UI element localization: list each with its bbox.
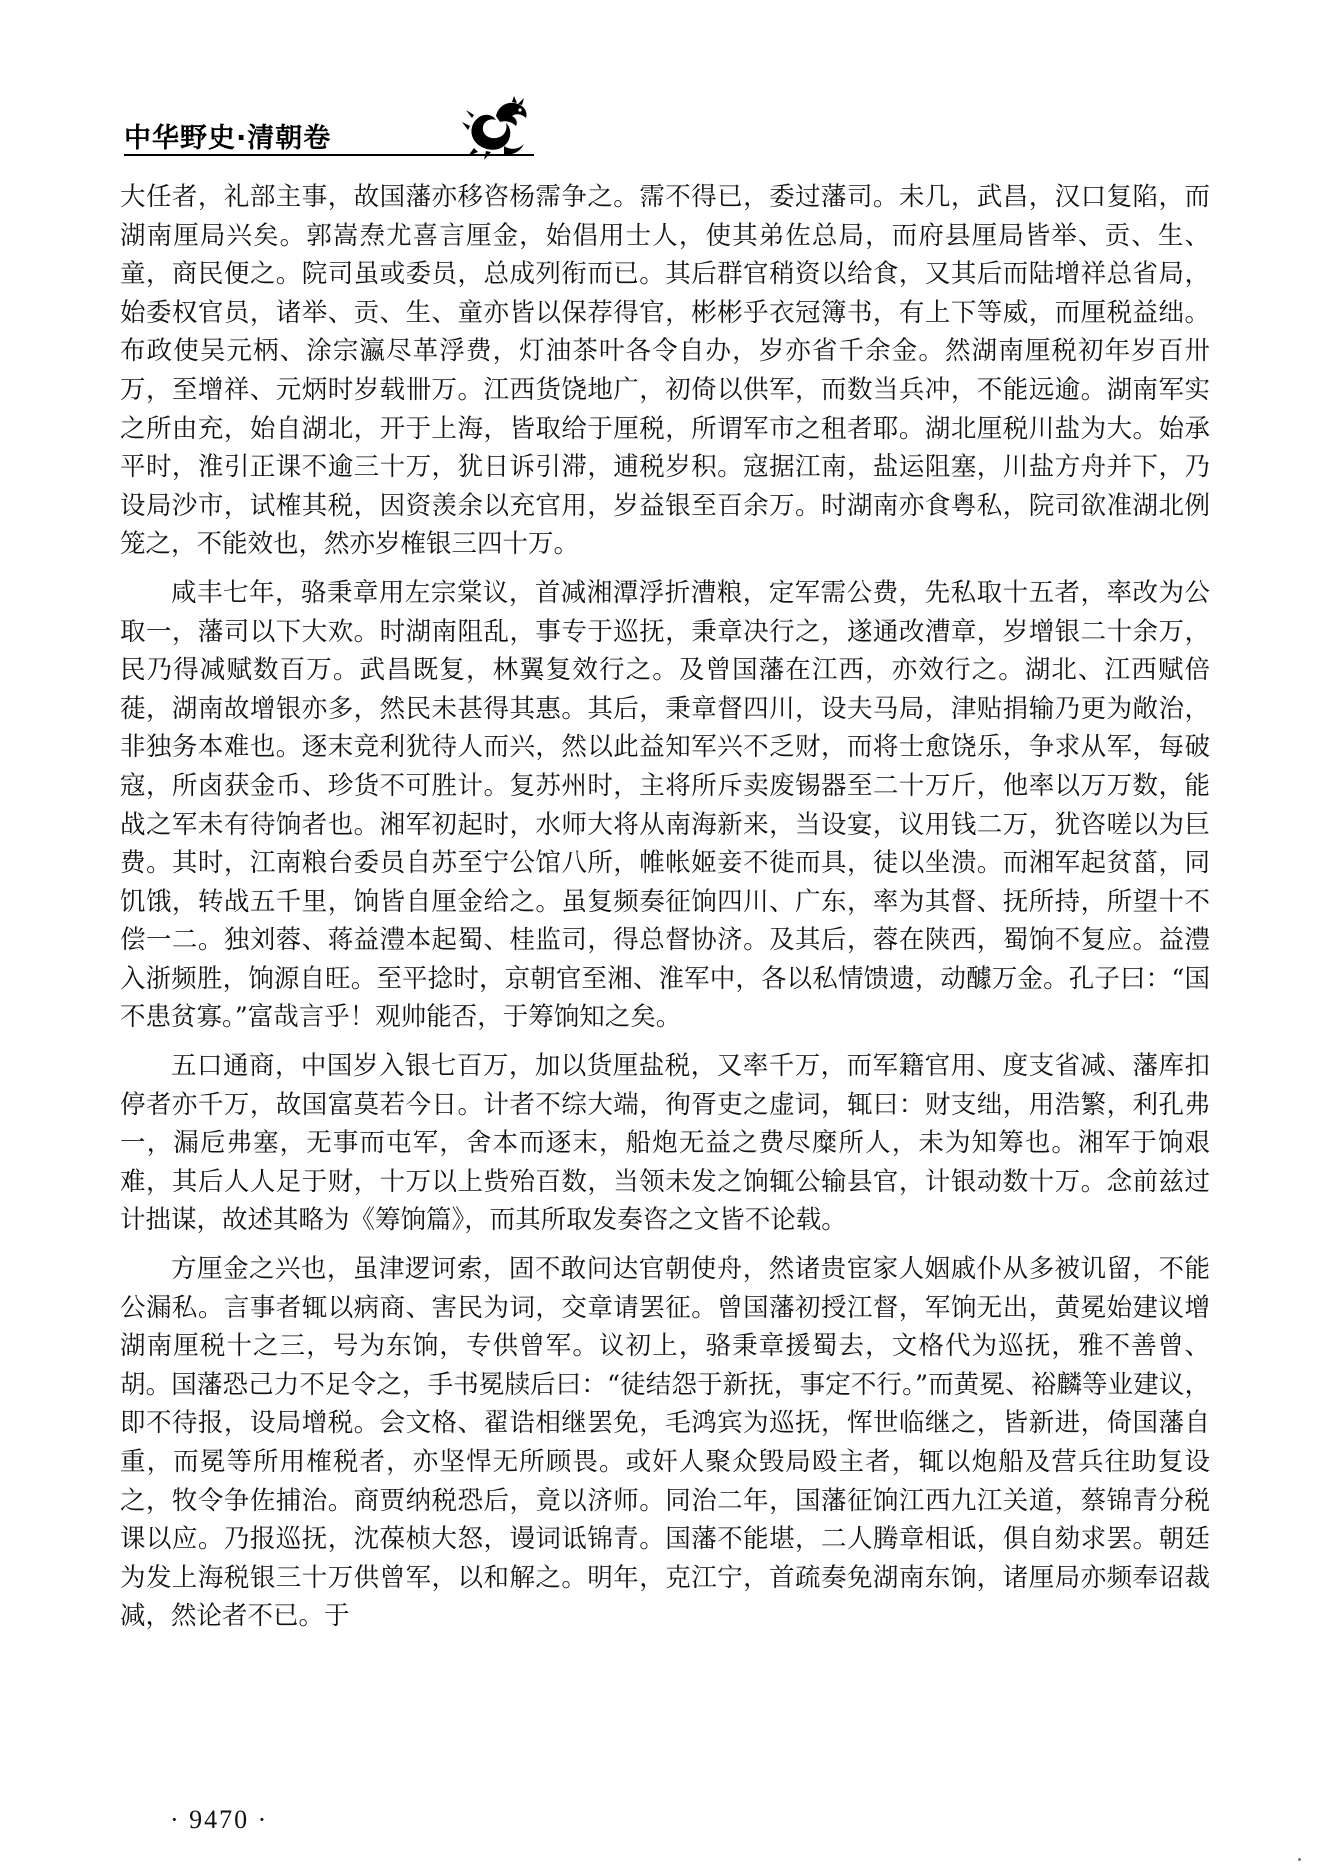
scan-speck [1298, 1858, 1301, 1861]
paragraph: 方厘金之兴也，虽津逻诃索，固不敢问达官朝使舟，然诸贵宦家人姻戚仆从多被讥留，不能公漏私。言事者辄以病商、害民为词，交章请罢征。曾国藩初授江督，军饷无出，黄冕始建议增湖南厘税十之三，号为东饷，专供曾军。议初上，骆秉章援蜀去，文格代为巡抚，雅不善曾、胡。国藩恐己力不足令之，手书冕牍后曰：“徒结怨于新抚，事定不行。”而黄冕、裕麟等业建议，即不待报，设局增税。会文格、翟诰相继罢免，毛鸿宾为巡抚，恽世临继之，皆新进，倚国藩自重，而冕等所用榷税者，亦坚悍无所顾畏。或奸人聚众毁局殴主者，辄以炮船及营兵往助复设之，牧令争佐捕治。商贾纳税恐后，竟以济师。同治二年，国藩征饷江西九江关道，蔡锦青分税课以应。乃报巡抚，沈葆桢大怒，谩词诋锦青。国藩不能堪，二人腾章相诋，俱自劾求罢。朝廷为发上海税银三十万供曾军，以和解之。明年，克江宁，首疏奏免湖南东饷，诸厘局亦频奉诏裁减，然论者不已。于 [120, 1254, 1210, 1632]
paragraph: 五口通商，中国岁入银七百万，加以货厘盐税，又率千万，而军籍官用、度支省减、藩库扣停者亦千万，故国富莫若今日。计者不综大端，徇胥吏之虚词，辄曰：财支绌，用浩繁，利孔弗一，漏卮弗塞，无事而屯军，舍本而逐末，船炮无益之费尽糜所人，未为知筹也。湘军于饷艰难，其后人人足于财，十万以上赀殆百数，当领未发之饷辄公输县官，计银动数十万。念前兹过计拙谋，故述其略为《筹饷篇》，而其所取发奏咨之文皆不论载。 [120, 1051, 1210, 1236]
paragraph: 咸丰七年，骆秉章用左宗棠议，首减湘潭浮折漕粮，定军需公费，先私取十五者，率改为公取一，藩司以下大欢。时湖南阻乱，事专于巡抚，秉章决行之，遂通改漕章，岁增银二十余万，民乃得减赋数百万。武昌既复，林翼复效行之。及曾国藩在江西，亦效行之。湖北、江西赋倍蓰，湖南故增银亦多，然民未甚得其惠。其后，秉章督四川，设夫马局，津贴捐输乃更为敞治，非独务本难也。逐末竞利犹待人而兴，然以此益知军兴不乏财，而将士愈饶乐，争求从军，每破寇，所卤获金币、珍货不可胜计。复苏州时，主将所斥卖废锡器至二十万斤，他率以万万数，能战之军未有待饷者也。湘军初起时，水师大将从南海新来，当设宴，议用钱二万，犹咨嗟以为巨费。其时，江南粮台委员自苏至宁公馆八所，帷帐姬妾不徙而具，徒以坐溃。而湘军起贫菑，同饥饿，转战五千里，饷皆自厘金给之。虽复频奏征饷四川、广东，率为其督、抚所持，所望十不偿一二。独刘蓉、蒋益澧本起蜀、桂监司，得总督协济。及其后，蓉在陕西，蜀饷不复应。益澧入浙频胜，饷源自旺。至平捻时，京朝官至湘、淮军中，各以私情馈遗，动醵万金。孔子曰：“国不患贫寡。”富哉言乎！观帅能否，于筹饷知之矣。 [120, 577, 1210, 1033]
main-text [120, 178, 1210, 1646]
book-title: 中华野史·清朝卷 [124, 123, 332, 154]
running-header [124, 96, 534, 164]
paragraph: 大任者，礼部主事，故国藩亦移咨杨霈争之。霈不得已，委过藩司。未几，武昌，汉口复陷，而湖南厘局兴矣。郭嵩焘尤喜言厘金，始倡用士人，使其弟佐总局，而府县厘局皆举、贡、生、童，商民便之。院司虽或委员，总成列衔而已。其后群官稍资以给食，又其后而陆增祥总省局，始委权官员，诸举、贡、生、童亦皆以保荐得官，彬彬乎衣冠簿书，有上下等威，而厘税益绌。布政使吴元柄、涂宗瀛尽革浮费，灯油茶叶各令自办，岁亦省千余金。然湖南厘税初年岁百卅万，至增祥、元炳时岁载卌万。江西货饶地广，初倚以供军，而数当兵冲，不能远逾。湖南军实之所由充，始自湖北，开于上海，皆取给于厘税，所谓军市之租者耶。湖北厘税川盐为大。始承平时，淮引正课不逾三十万，犹日诉引滞，逋税岁积。寇据江南，盐运阻塞，川盐方舟并下，乃设局沙市，试榷其税，因资羡余以充官用，岁益银至百余万。时湖南亦食粤私，院司欲准湖北例笼之，不能效也，然亦岁榷银三四十万。 [120, 182, 1210, 560]
page-number: · 9470 · [170, 1805, 269, 1834]
header-rule [124, 154, 534, 156]
dragon-icon [460, 96, 534, 162]
